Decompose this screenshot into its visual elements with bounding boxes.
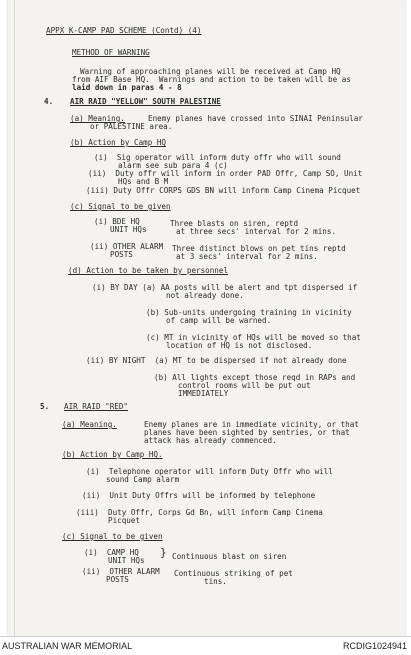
s5-signal-1-who-1: (i) CAMP HQ [84,548,139,557]
s4-signal-1-who-1: (i) BDE HQ [94,217,140,226]
s4-action-2-line-1: (ii) Duty offr will inform in order PAD Offr, Camp SO, Unit [88,169,363,178]
section-4-heading: AIR RAID "YELLOW" SOUTH PALESTINE [70,97,221,106]
section-5-number: 5. [40,402,50,411]
intro-line-2: from AIF Base HQ. Warnings and action to be taken will be as [72,75,351,84]
s4-signal-2-how-2: at 3 secs' interval for 2 mins. [176,252,318,261]
s4-day-c-line-2: location of HQ is not disclosed. [166,341,313,350]
s4-meaning-label: (a) Meaning. [70,114,125,123]
s4-night-a: (ii) BY NIGHT (a) MT to be dispersed if not already done [86,356,347,365]
s4-action-1-line-2: alarm see sub para 4 (c) [118,161,228,170]
s4-signal-1-who-2: UNIT HQs [110,225,147,234]
footer-institution: AUSTRALIAN WAR MEMORIAL [2,641,133,651]
s4-day-a-line-2: not already done. [166,291,244,300]
s4-signal-2-who-1: (ii) OTHER ALARM [90,242,164,251]
s4-signal-1-how-1: Three blasts on siren, reptd [170,219,299,228]
section-5-heading: AIR RAID "RED" [64,402,129,411]
s5-signal-2-how-2: tins. [204,577,227,586]
intro-line-1: Warning of approaching planes will be received at Camp HQ [80,67,341,76]
s4-signal-label: (c) Signal to be given [70,202,171,211]
s4-personnel-label: (d) Action to be taken by personnel [68,266,229,275]
s5-signal-1-how: Continuous blast on siren [172,552,287,561]
s5-action-3-line-1: (iii) Duty Offr, Corps Gd Bn, will inform Camp Cinema [76,508,323,517]
archive-footer [0,636,411,655]
s5-meaning-line-2: planes have been sighted by sentries, or that [144,428,350,437]
section-4-number: 4. [44,97,54,106]
s4-night-b-line-1: (b) All lights except those reqd in RAPs and [154,373,356,382]
s5-signal-2-who-2: POSTS [106,575,129,584]
s4-day-a-line-1: (i) BY DAY (a) AA posts will be alert and tpt dispersed if [92,283,358,292]
s4-day-b-line-2: of camp will be warned. [166,316,272,325]
s4-action-1-line-1: (i) Sig operator will inform duty offr who will sound [94,153,341,162]
s5-meaning-label: (a) Meaning. [62,420,117,429]
s4-day-b-line-1: (b) Sub-units undergoing training in vicinity [146,308,352,317]
s5-signal-brace: } [160,546,167,559]
intro-heading: METHOD OF WARNING [72,48,150,57]
s4-signal-2-who-2: POSTS [110,250,133,259]
s4-action-2-line-2: HQs and B M [118,177,169,186]
intro-line-3: laid down in paras 4 - 8 [72,83,182,92]
s4-meaning-line-2: or PALESTINE area. [90,122,173,131]
s5-signal-2-who-1: (ii) OTHER ALARM [82,567,160,576]
s5-action-3-line-2: Picquet [108,516,141,525]
s5-meaning-line-1: Enemy planes are in immediate vicinity, or that [144,420,359,429]
s4-night-b-line-3: IMMEDIATELY [178,389,229,398]
s4-action-label: (b) Action by Camp HQ [70,138,167,147]
s4-signal-2-how-1: Three distinct blows on pet tins reptd [172,244,346,253]
s5-signal-1-who-2: UNIT HQs [108,556,145,565]
s4-action-3: (iii) Duty Offr CORPS GDS BN will inform Camp Cinema Picquet [86,186,361,195]
s4-meaning-line-1: Enemy planes have crossed into SINAI Peninsular [148,114,363,123]
s5-action-1-line-1: (i) Telephone operator will inform Duty Offr who will [86,467,333,476]
s4-day-c-line-1: (c) MT in vicinity of HQs will be moved so that [146,333,361,342]
s5-signal-2-how-1: Continuous striking of pet [174,569,293,578]
footer-record-id: RCDIG1024941 [342,641,407,651]
s5-action-1-line-2: sound Camp alarm [106,475,180,484]
s4-signal-1-how-2: at three secs' interval for 2 mins. [176,227,337,236]
s5-action-2: (ii) Unit Duty Offrs will be informed by telephone [82,491,316,500]
s5-meaning-line-3: attack has already commenced. [144,436,277,445]
page-title: APPX K-CAMP PAD SCHEME (Contd) (4) [46,26,202,35]
s5-signal-label: (c) Signal to be given [62,532,163,541]
page-fold-line [14,0,15,636]
s5-action-label: (b) Action by Camp HQ. [62,450,163,459]
s4-night-b-line-2: control rooms will be put out [178,381,311,390]
